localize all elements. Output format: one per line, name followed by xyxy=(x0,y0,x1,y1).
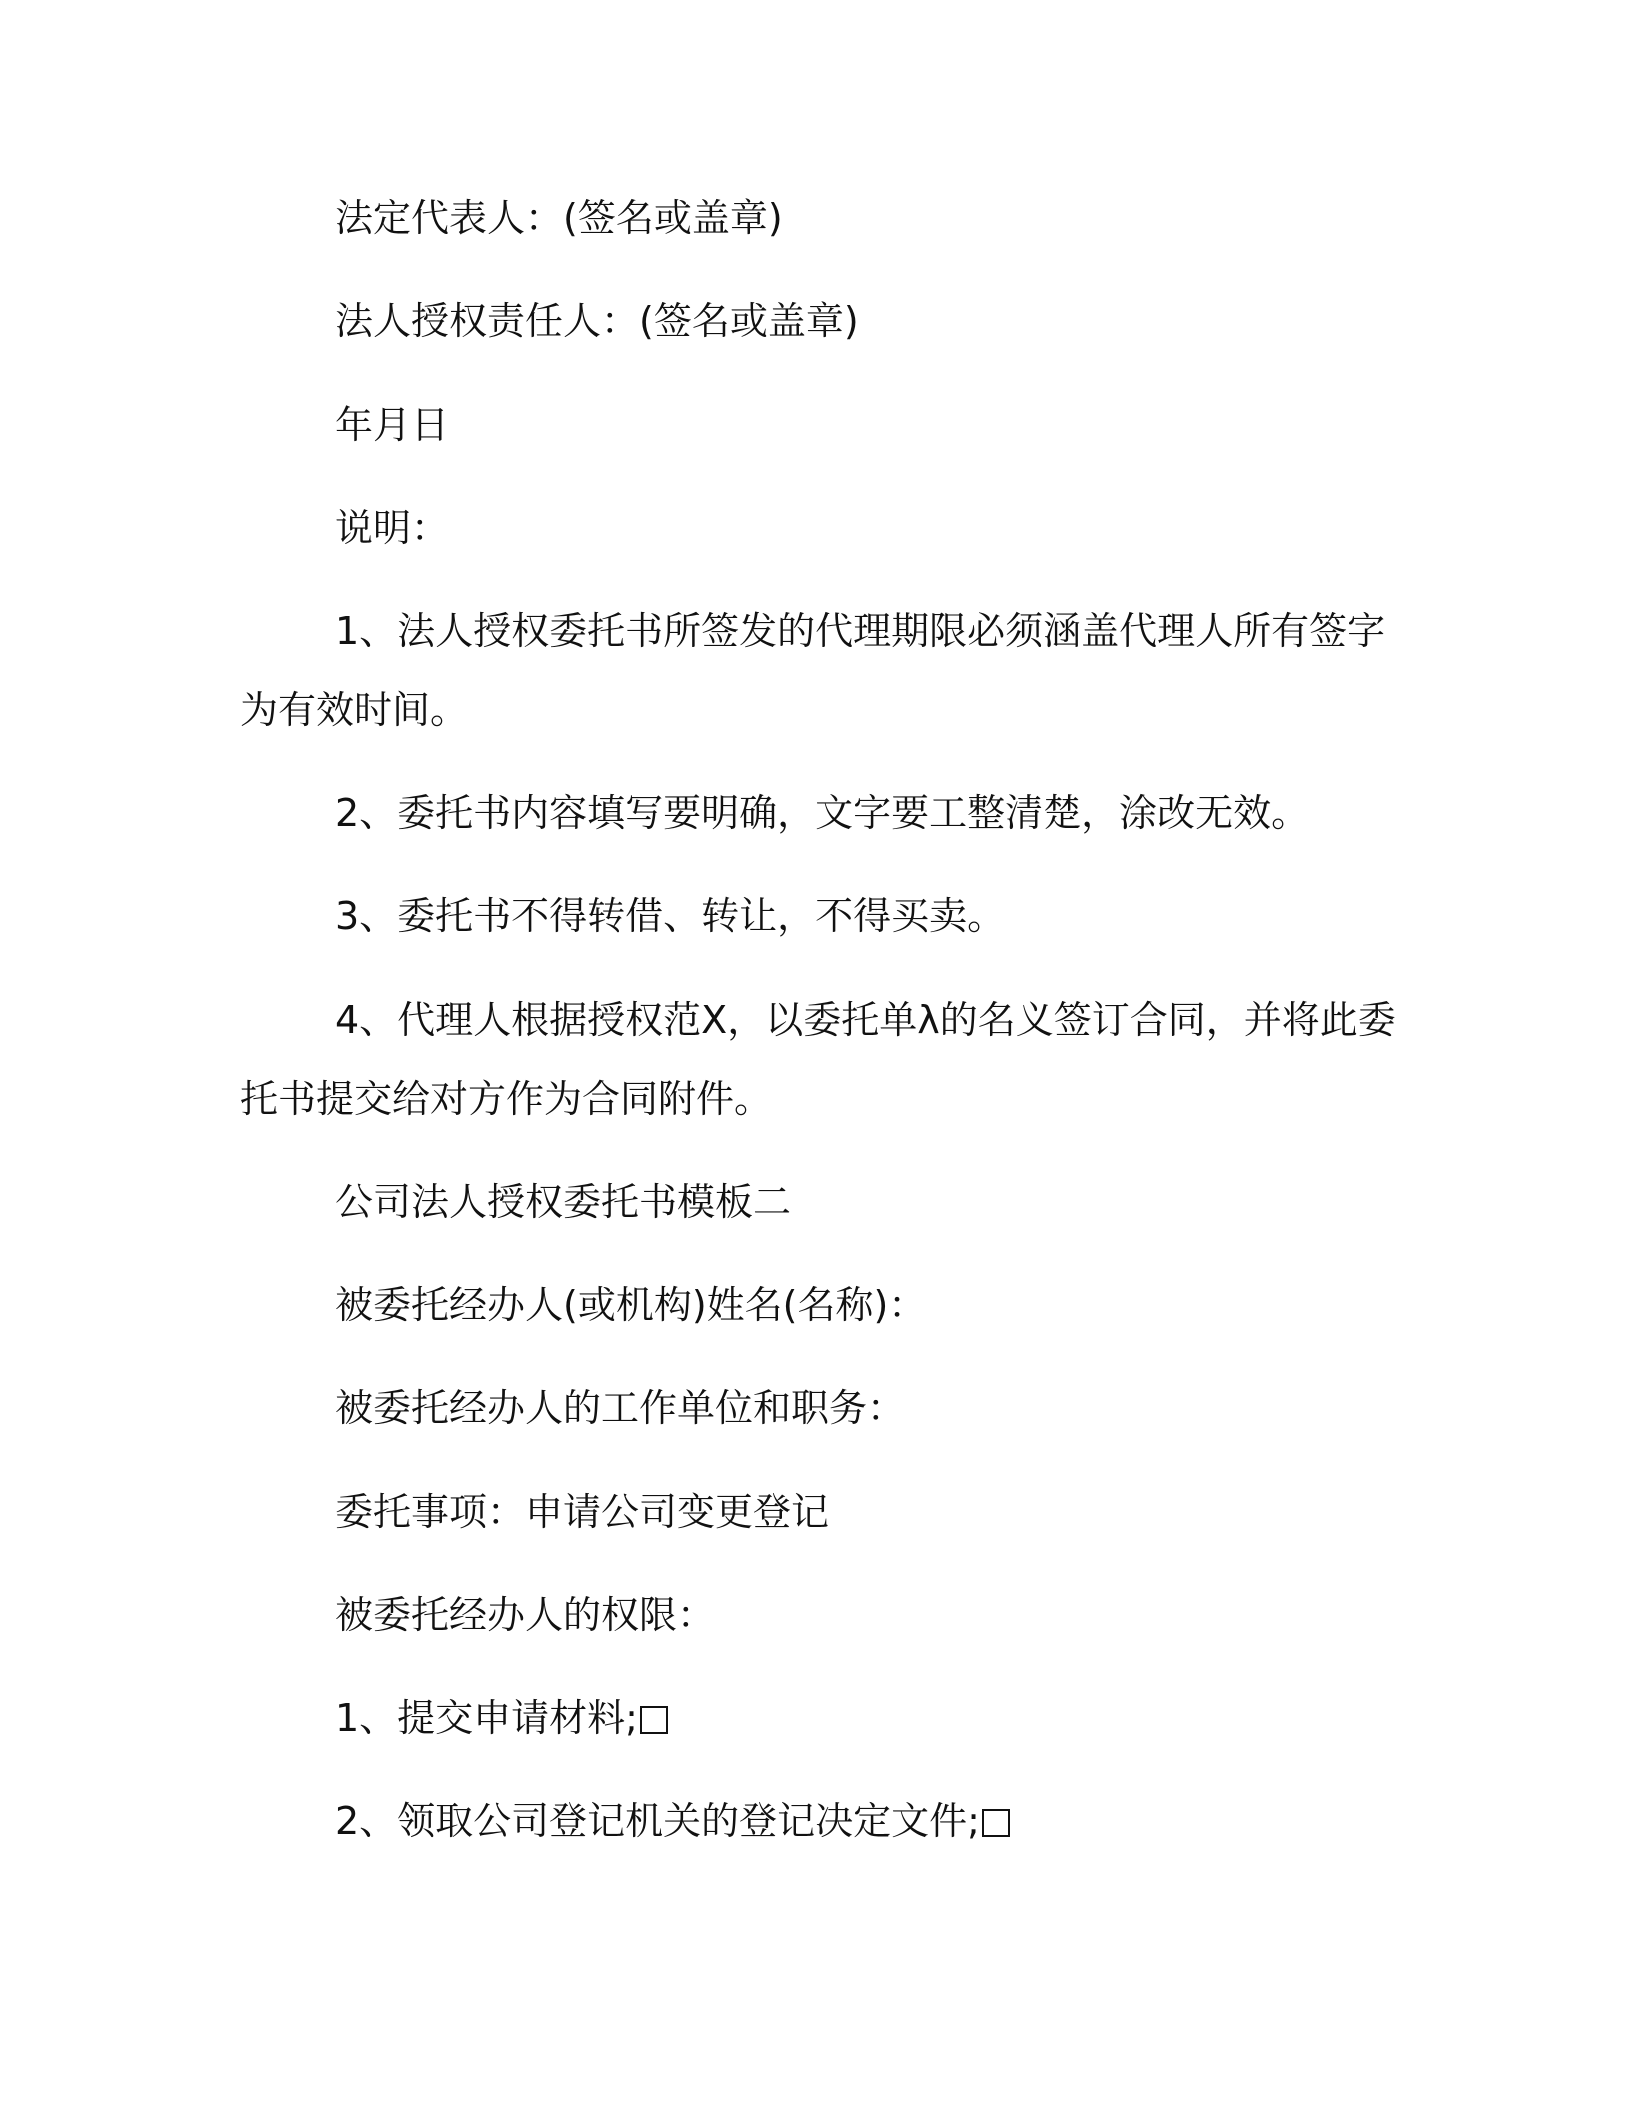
note-1-line-1: 1、法人授权委托书所签发的代理期限必须涵盖代理人所有签字 xyxy=(335,609,1386,653)
authority-item-1-checkbox[interactable] xyxy=(640,1706,668,1734)
date-line: 年月日 xyxy=(335,403,450,447)
note-4-line-1: 4、代理人根据授权范X，以委托单λ的名义签订合同，并将此委 xyxy=(335,998,1396,1042)
notes-heading: 说明： xyxy=(335,506,450,550)
legal-representative-line: 法定代表人：(签名或盖章) xyxy=(335,196,783,240)
authority-item-2-text: 2、领取公司登记机关的登记决定文件; xyxy=(335,1799,980,1843)
template-two-title: 公司法人授权委托书模板二 xyxy=(335,1180,792,1224)
authorized-person-line: 法人授权责任人：(签名或盖章) xyxy=(335,299,859,343)
authority-item-2-checkbox[interactable] xyxy=(982,1809,1010,1837)
agent-employer-field: 被委托经办人的工作单位和职务： xyxy=(335,1386,906,1430)
note-1-line-2: 为有效时间。 xyxy=(240,688,469,732)
authority-item-1-text: 1、提交申请材料; xyxy=(335,1696,638,1740)
authority-item-2 xyxy=(335,1799,1010,1843)
note-2: 2、委托书内容填写要明确，文字要工整清楚，涂改无效。 xyxy=(335,791,1310,835)
entrusted-matter-line: 委托事项：申请公司变更登记 xyxy=(335,1490,830,1534)
note-3: 3、委托书不得转借、转让，不得买卖。 xyxy=(335,894,1006,938)
note-4-line-2: 托书提交给对方作为合同附件。 xyxy=(240,1077,773,1121)
authority-item-1 xyxy=(335,1696,668,1740)
agent-name-field: 被委托经办人(或机构)姓名(名称)： xyxy=(335,1283,927,1327)
agent-authority-heading: 被委托经办人的权限： xyxy=(335,1593,716,1637)
